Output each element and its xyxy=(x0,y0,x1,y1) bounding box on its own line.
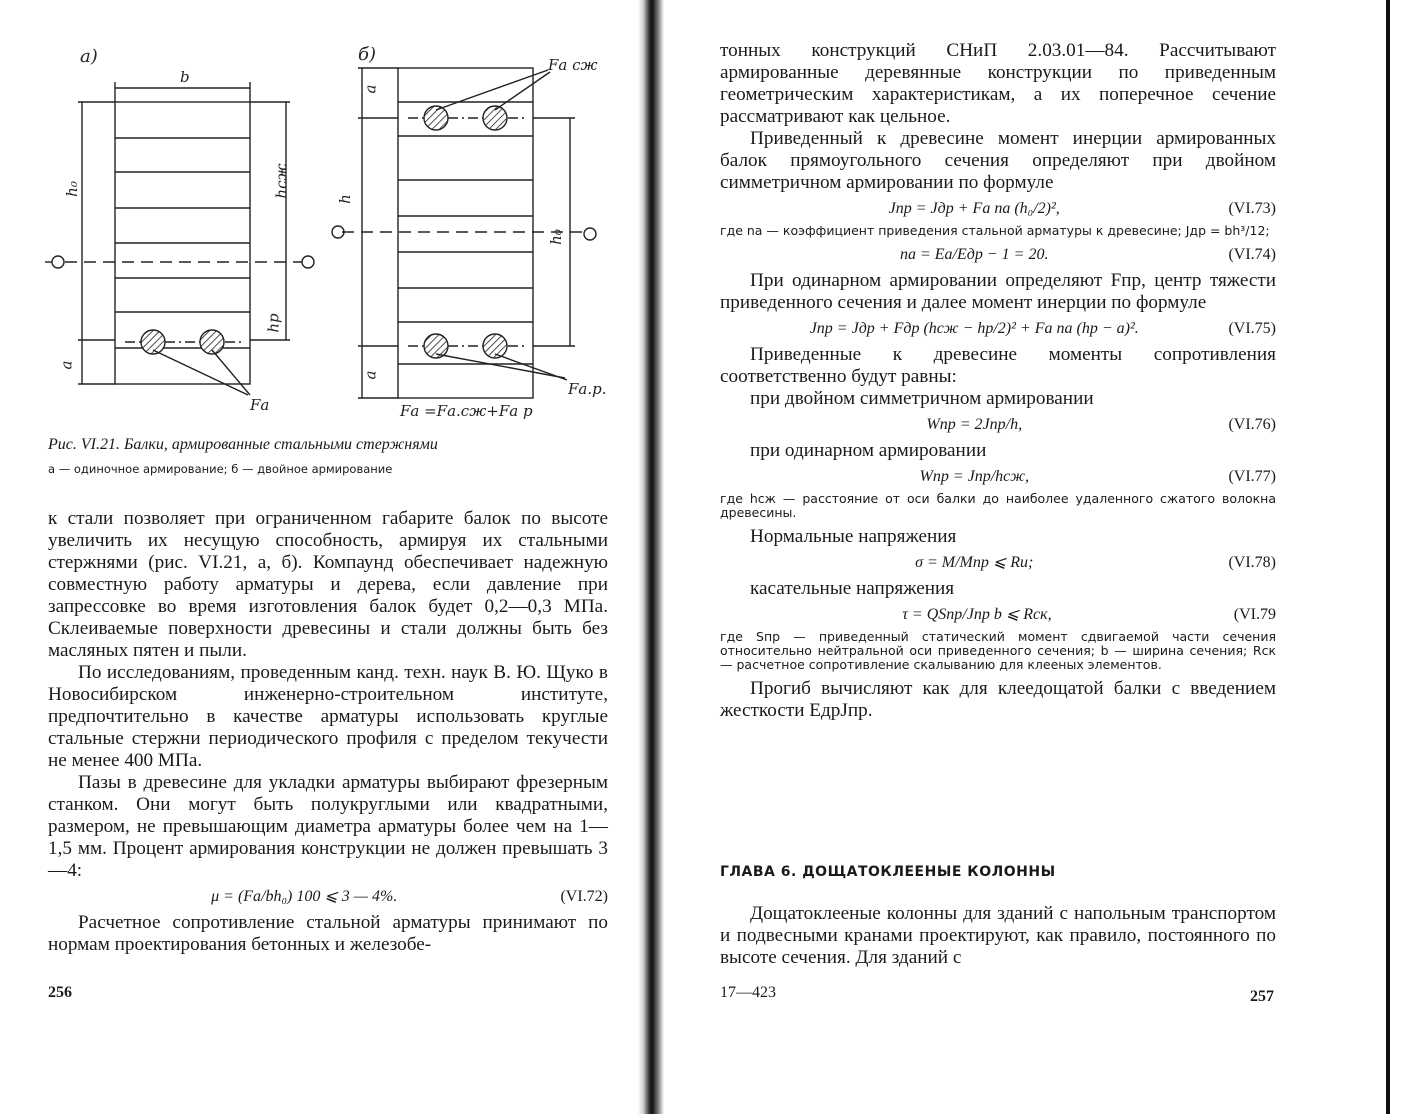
formula-note: где hсж — расстояние от оси балки до наиболее удаленного сжатого волокна древесины. xyxy=(720,491,1276,520)
dimension-h0-a: h₀ xyxy=(62,181,81,197)
formula-number: (VI.78) xyxy=(1228,554,1276,571)
label-fa-sj: Fа сж xyxy=(548,56,598,74)
dimension-a-bottom-b: a xyxy=(361,370,380,380)
page-number-left: 256 xyxy=(48,984,72,1001)
dimension-hp-a: hр xyxy=(264,313,283,333)
paragraph: при двойном симметричном армировании xyxy=(750,388,1094,409)
right-body-text xyxy=(720,40,1276,722)
formula-vi-72 xyxy=(48,886,608,908)
formula-number: (VI.72) xyxy=(560,888,608,905)
formula-vi-79 xyxy=(720,604,1276,626)
formula-expression: μ = (Fa/bh₀) 100 ⩽ 3 — 4%. xyxy=(211,888,398,905)
paragraph: Пазы в древесине для укладки арматуры выбирают фрезерным станком. Они могут быть полукруглыми или квадратными, размером, не превышающим диаметра арматуры более чем на 1—1,5 мм. Процент армирования конструкции не должен превышать 3—4: xyxy=(48,772,608,881)
figure-caption xyxy=(48,436,628,476)
formula-expression: σ = M/Mпр ⩽ Rи; xyxy=(915,554,1034,571)
paragraph: При одинарном армировании определяют Fпр, центр тяжести приведенного сечения и далее момент инерции по формуле xyxy=(720,270,1276,313)
paragraph: тонных конструкций СНиП 2.03.01—84. Рассчитывают армированные деревянные конструкции по приведенным геометрическим характеристикам, а их поперечное сечение рассматривают как цельное. xyxy=(720,40,1276,127)
label-fa-equation: Fа =Fа.сж+Fа р xyxy=(400,402,533,420)
paragraph: при одинарном армировании xyxy=(750,440,987,461)
formula-number: (VI.75) xyxy=(1228,320,1276,337)
formula-expression: τ = QSпр/Jпр b ⩽ Rск, xyxy=(902,606,1052,623)
dimension-b: b xyxy=(180,68,190,86)
paragraph: Нормальные напряжения xyxy=(750,526,957,547)
formula-number: (VI.76) xyxy=(1228,416,1276,433)
formula-number: (VI.79 xyxy=(1233,606,1276,623)
label-fa: Fа xyxy=(250,396,270,414)
caption-title: Рис. VI.21. Балки, армированные стальными стержнями xyxy=(48,436,438,453)
formula-number: (VI.73) xyxy=(1228,200,1276,217)
formula-number: (VI.74) xyxy=(1228,246,1276,263)
dimension-hsj-a: hсж xyxy=(272,163,291,199)
label-fa-p: Fа.р. xyxy=(568,380,607,398)
formula-expression: Wпр = 2Jпр/h, xyxy=(926,416,1023,433)
figure-vi-21 xyxy=(40,40,610,430)
formula-expression: Jпр = Jдр + Fа nа (h₀/2)², xyxy=(888,200,1060,217)
paragraph: касательные напряжения xyxy=(750,578,955,599)
paragraph: Приведенный к древесине момент инерции армированных балок прямоугольного сечения определяют при двойном симметричном армировании по формуле xyxy=(720,128,1276,193)
paragraph: Дощатоклееные колонны для зданий с напольным транспортом и подвесными кранами проектируют, как правило, постоянного по высоте сечения. Для зданий с xyxy=(720,903,1276,968)
formula-vi-73 xyxy=(720,198,1276,220)
paragraph: Расчетное сопротивление стальной арматуры принимают по нормам проектирования бетонных и железобе- xyxy=(48,912,608,955)
paragraph: Прогиб вычисляют как для клеедощатой балки с введением жесткости EдрJпр. xyxy=(720,678,1276,721)
paragraph: По исследованиям, проведенным канд. техн. наук В. Ю. Щуко в Новосибирском инженерно-строительном институте, предпочтительно в качестве арматуры использовать круглые стальные стержни периодического профиля с пределом текучести не менее 400 МПа. xyxy=(48,662,608,771)
left-page xyxy=(0,0,640,1114)
formula-vi-77 xyxy=(720,466,1276,488)
paragraph: к стали позволяет при ограниченном габарите балок по высоте увеличить их несущую способность, армируя их стальными стержнями (рис. VI.21, а, б). Компаунд обеспечивает надежную совместную работу арматуры и дерева, если давление при запрессовке во время изготовления балок будет 0,2—0,3 МПа. Склеиваемые поверхности древесины и стали должны быть без масляных пятен и пыли. xyxy=(48,508,608,661)
right-page xyxy=(660,0,1405,1114)
formula-expression: nа = Eа/Eдр − 1 = 20. xyxy=(899,246,1049,263)
formula-note: где nа — коэффициент приведения стальной арматуры к древесине; Jдр = bh³/12; xyxy=(720,223,1270,238)
formula-note: где Sпр — приведенный статический момент сдвигаемой части сечения относительно нейтральной оси приведенного сечения; b — ширина сечения; Rск — расчетное сопротивление скалыванию для клееных элементов. xyxy=(720,629,1276,672)
formula-expression: Wпр = Jпр/hсж, xyxy=(919,468,1029,485)
formula-vi-78 xyxy=(720,552,1276,574)
chapter-body-text xyxy=(720,903,1276,969)
formula-vi-74 xyxy=(720,244,1276,266)
beam-drawings xyxy=(40,40,610,430)
formula-number: (VI.77) xyxy=(1228,468,1276,485)
chapter-heading: ГЛАВА 6. ДОЩАТОКЛЕЕНЫЕ КОЛОННЫ xyxy=(720,864,1056,880)
dimension-h0-b: h₀ xyxy=(546,229,565,245)
figure-label-b: б) xyxy=(358,44,377,65)
formula-vi-76 xyxy=(720,414,1276,436)
dimension-a-top-b: a xyxy=(361,84,380,94)
left-body-text xyxy=(48,508,608,956)
caption-legend: а — одиночное армирование; б — двойное армирование xyxy=(48,462,393,476)
formula-vi-75 xyxy=(720,318,1276,340)
page-number-right: 257 xyxy=(1250,988,1274,1005)
formula-expression: Jпр = Jдр + Fдр (hсж − hр/2)² + Fа nа (hр − a)². xyxy=(809,320,1139,337)
dimension-h-b: h xyxy=(335,194,354,204)
printer-signature: 17—423 xyxy=(720,984,776,1001)
paragraph: Приведенные к древесине моменты сопротивления соответственно будут равны: xyxy=(720,344,1276,387)
dimension-a-a: a xyxy=(57,360,76,370)
figure-label-a: а) xyxy=(80,46,98,67)
